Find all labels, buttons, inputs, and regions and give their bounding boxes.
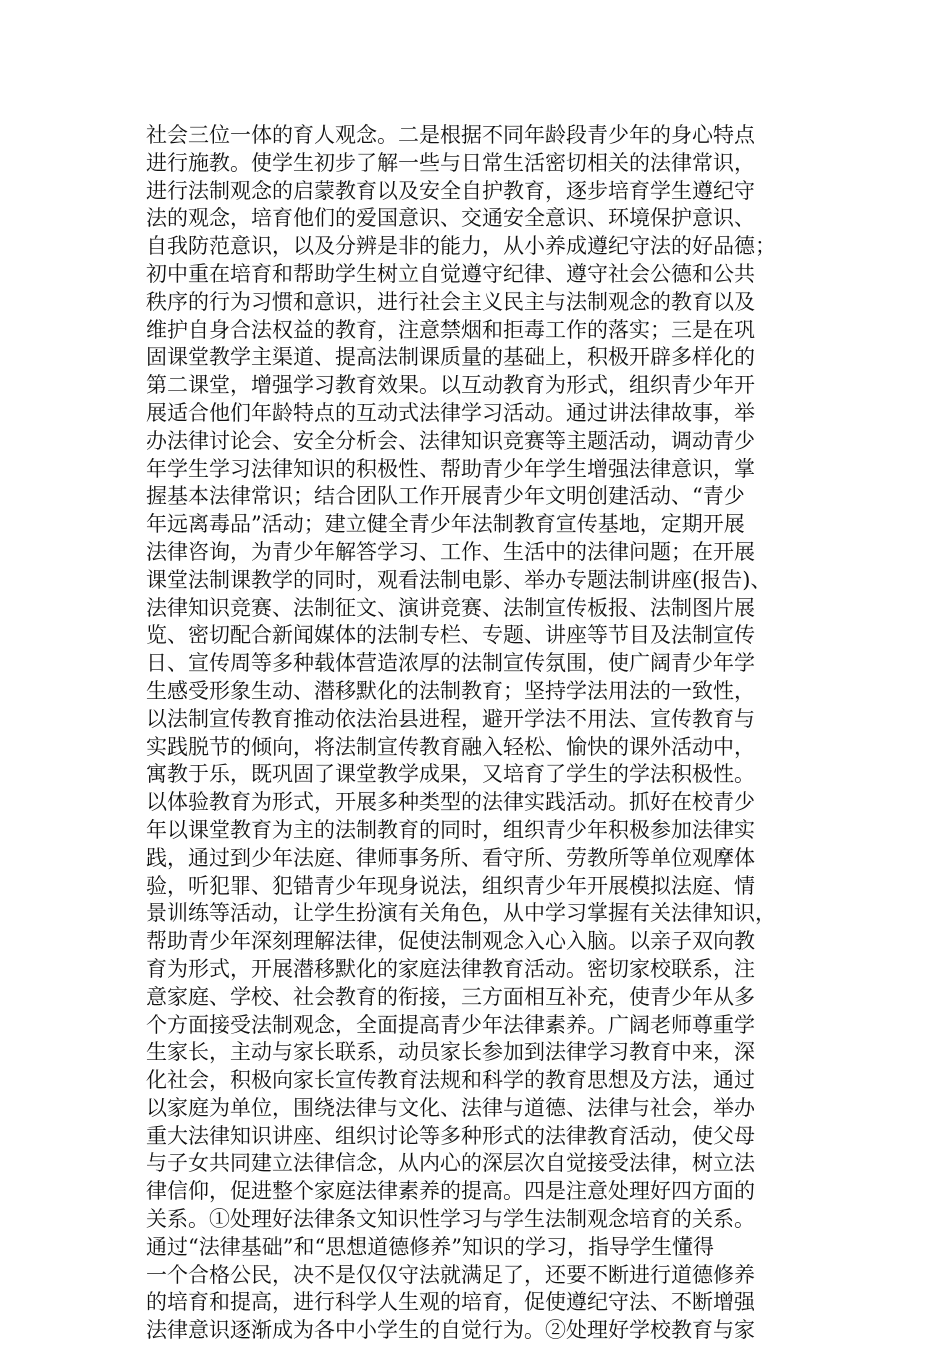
text-line: 重大法律知识讲座、组织讨论等多种形式的法律教育活动，使父母 bbox=[146, 1123, 755, 1148]
text-line: 以体验教育为形式，开展多种类型的法律实践活动。抓好在校青少 bbox=[146, 790, 755, 815]
text-line: 年学生学习法律知识的积极性、帮助青少年学生增强法律意识，掌 bbox=[146, 456, 755, 481]
text-line: 验，听犯罪、犯错青少年现身说法，组织青少年开展模拟法庭、情 bbox=[146, 873, 755, 898]
text-line: 帮助青少年深刻理解法律，促使法制观念入心入脑。以亲子双向教 bbox=[146, 929, 755, 954]
text-line: 固课堂教学主渠道、提高法制课质量的基础上，积极开辟多样化的 bbox=[146, 345, 755, 370]
text-line: 以法制宣传教育推动依法治县进程，避开学法不用法、宣传教育与 bbox=[146, 706, 755, 731]
text-line: 意家庭、学校、社会教育的衔接，三方面相互补充，使青少年从多 bbox=[146, 984, 755, 1009]
text-line: 年以课堂教育为主的法制教育的同时，组织青少年积极参加法律实 bbox=[146, 817, 755, 842]
text-line: 览、密切配合新闻媒体的法制专栏、专题、讲座等节目及法制宣传 bbox=[146, 623, 755, 648]
text-line: 办法律讨论会、安全分析会、法律知识竞赛等主题活动，调动青少 bbox=[146, 428, 755, 453]
text-line: 化社会，积极向家长宣传教育法规和科学的教育思想及方法，通过 bbox=[146, 1068, 755, 1093]
text-line: 实践脱节的倾向，将法制宣传教育融入轻松、愉快的课外活动中， bbox=[146, 734, 755, 759]
text-line: 法律咨询，为青少年解答学习、工作、生活中的法律问题；在开展 bbox=[146, 539, 755, 564]
text-line: 进行施教。使学生初步了解一些与日常生活密切相关的法律常识， bbox=[146, 150, 755, 175]
text-line: 寓教于乐，既巩固了课堂教学成果，又培育了学生的学法积极性。 bbox=[146, 762, 755, 787]
text-line: 日、宣传周等多种载体营造浓厚的法制宣传氛围，使广阔青少年学 bbox=[146, 651, 755, 676]
text-line: 个方面接受法制观念，全面提高青少年法律素养。广阔老师尊重学 bbox=[146, 1012, 755, 1037]
text-line: 景训练等活动，让学生扮演有关角色，从中学习掌握有关法律知识， bbox=[146, 901, 776, 926]
text-line: 课堂法制课教学的同时，观看法制电影、举办专题法制讲座(报告)、 bbox=[146, 567, 772, 592]
text-line: 通过“法律基础”和“思想道德修养”知识的学习，指导学生懂得 bbox=[146, 1234, 714, 1259]
text-line: 生感受形象生动、潜移默化的法制教育；坚持学法用法的一致性， bbox=[146, 678, 755, 703]
text-line: 律信仰，促进整个家庭法律素养的提高。四是注意处理好四方面的 bbox=[146, 1179, 755, 1204]
text-line: 以家庭为单位，围绕法律与文化、法律与道德、法律与社会，举办 bbox=[146, 1095, 755, 1120]
text-line: 一个合格公民，决不是仅仅守法就满足了，还要不断进行道德修养 bbox=[146, 1262, 755, 1287]
text-line: 第二课堂，增强学习教育效果。以互动教育为形式，组织青少年开 bbox=[146, 373, 755, 398]
text-line: 进行法制观念的启蒙教育以及安全自护教育，逐步培育学生遵纪守 bbox=[146, 178, 755, 203]
text-line: 关系。①处理好法律条文知识性学习与学生法制观念培育的关系。 bbox=[146, 1207, 755, 1232]
body-text bbox=[146, 122, 818, 1345]
text-line: 践，通过到少年法庭、律师事务所、看守所、劳教所等单位观摩体 bbox=[146, 845, 755, 870]
text-line: 的培育和提高，进行科学人生观的培育，促使遵纪守法、不断增强 bbox=[146, 1290, 755, 1315]
text-line: 生家长，主动与家长联系，动员家长参加到法律学习教育中来，深 bbox=[146, 1040, 755, 1065]
text-line: 法的观念，培育他们的爱国意识、交通安全意识、环境保护意识、 bbox=[146, 206, 755, 231]
text-line: 自我防范意识，以及分辨是非的能力，从小养成遵纪守法的好品德； bbox=[146, 234, 776, 259]
text-line: 握基本法律常识；结合团队工作开展青少年文明创建活动、“青少 bbox=[146, 484, 745, 509]
text-line: 年远离毒品”活动；建立健全青少年法制教育宣传基地，定期开展 bbox=[146, 512, 745, 537]
text-line: 展适合他们年龄特点的互动式法律学习活动。通过讲法律故事，举 bbox=[146, 400, 755, 425]
text-line: 与子女共同建立法律信念，从内心的深层次自觉接受法律，树立法 bbox=[146, 1151, 755, 1176]
text-line: 初中重在培育和帮助学生树立自觉遵守纪律、遵守社会公德和公共 bbox=[146, 261, 755, 286]
text-line: 法律意识逐渐成为各中小学生的自觉行为。②处理好学校教育与家 bbox=[146, 1318, 755, 1343]
text-line: 社会三位一体的育人观念。二是根据不同年龄段青少年的身心特点 bbox=[146, 123, 755, 147]
text-line: 秩序的行为习惯和意识，进行社会主义民主与法制观念的教育以及 bbox=[146, 289, 755, 314]
text-line: 法律知识竞赛、法制征文、演讲竞赛、法制宣传板报、法制图片展 bbox=[146, 595, 755, 620]
text-line: 育为形式，开展潜移默化的家庭法律教育活动。密切家校联系，注 bbox=[146, 956, 755, 981]
text-line: 维护自身合法权益的教育，注意禁烟和拒毒工作的落实；三是在巩 bbox=[146, 317, 755, 342]
